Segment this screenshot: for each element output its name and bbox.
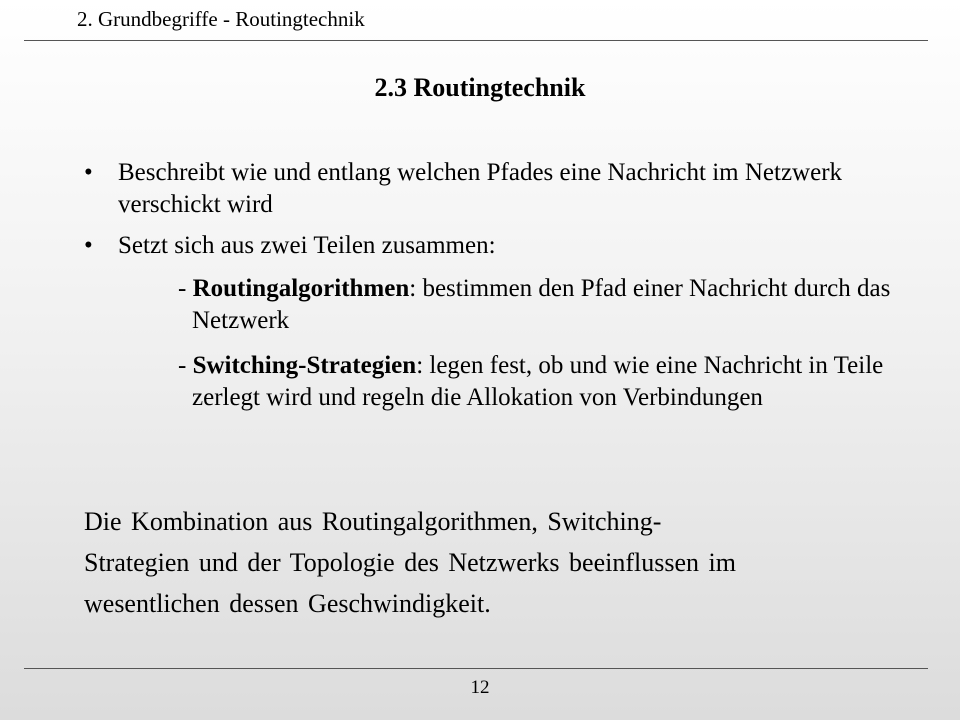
bullet-item-text: Beschreibt wie und entlang welchen Pfades eine Nachricht im Netzwerk verschickt wird: [118, 159, 843, 218]
footer-divider: [24, 668, 928, 669]
sub-item-description: : legen fest, ob und wie eine Nachricht in Teile zerlegt wird und regeln die Allokation von Verbindungen: [192, 352, 884, 411]
sub-item-description: : bestimmen den Pfad einer Nachricht durch das Netzwerk: [192, 275, 891, 334]
sub-item-term: Switching-Strategien: [192, 352, 417, 379]
sub-item-term: Routingalgorithmen: [192, 275, 410, 302]
paragraph-line: wesentlichen dessen Geschwindigkeit.: [84, 589, 491, 618]
sub-item: [178, 350, 892, 414]
sub-item-prefix: -: [178, 352, 193, 379]
header-title: 2. Grundbegriffe - Routingtechnik: [77, 7, 365, 31]
bullet-marker: •: [84, 159, 93, 186]
bullet-item-text: Setzt sich aus zwei Teilen zusammen:: [118, 232, 496, 259]
paragraph-line: Strategien und der Topologie des Netzwerks beeinflussen im: [84, 548, 736, 577]
bullet-marker: •: [84, 232, 93, 259]
slide-heading: 2.3 Routingtechnik: [374, 73, 586, 102]
sub-item: [178, 273, 892, 337]
header-divider: [24, 40, 928, 41]
paragraph-line: Die Kombination aus Routingalgorithmen, Switching-: [84, 507, 662, 536]
sub-item-prefix: -: [178, 275, 193, 302]
page-number: 12: [470, 677, 490, 698]
